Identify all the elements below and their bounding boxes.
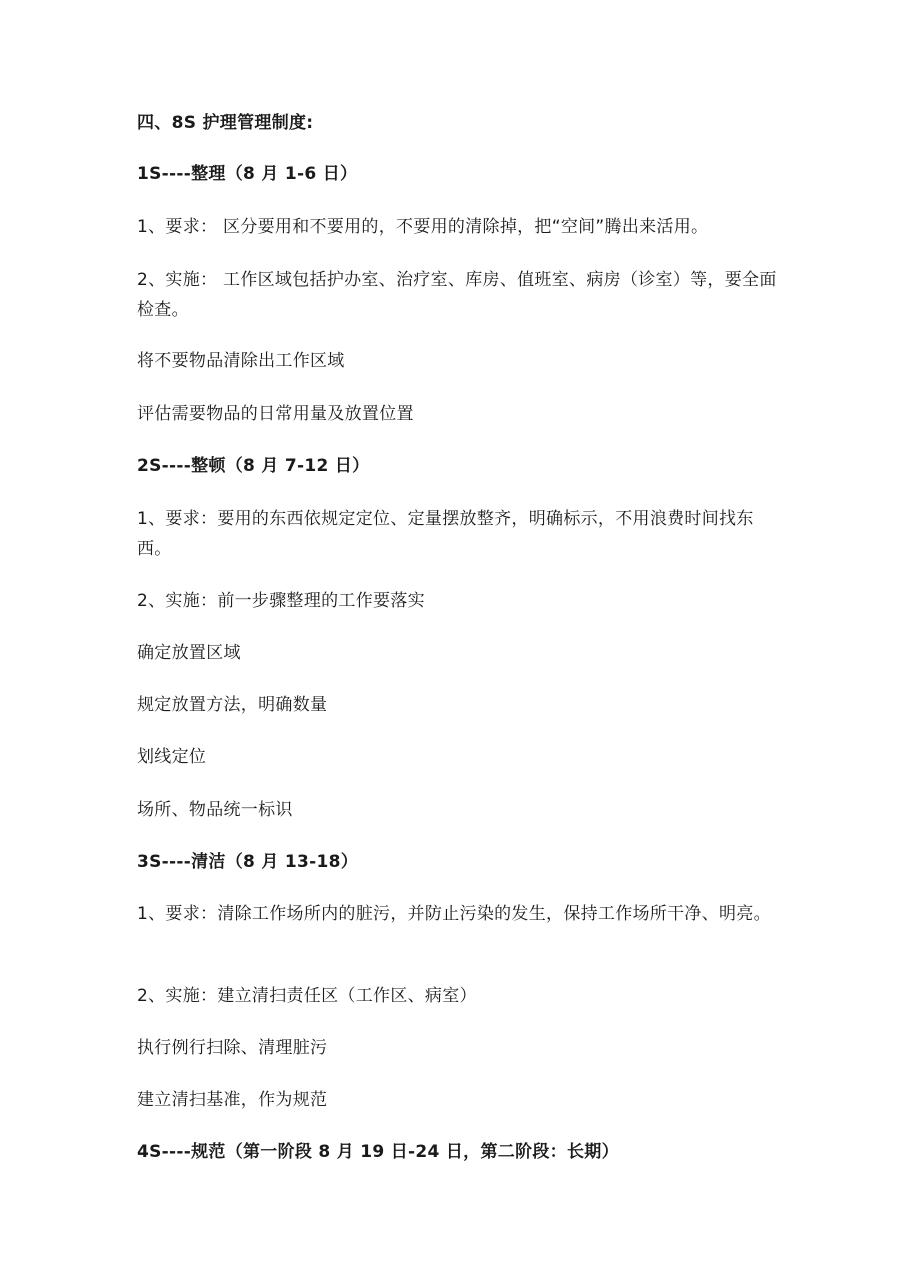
- section-heading-3s: 3S----清洁（8 月 13-18）: [137, 852, 359, 872]
- paragraph-1s-implementation: 2、实施： 工作区域包括护办室、治疗室、库房、值班室、病房（诊室）等，要全面检查。: [137, 270, 777, 320]
- paragraph-2s-item-1: 确定放置区域: [137, 643, 241, 663]
- paragraph-2s-item-3: 划线定位: [137, 747, 207, 767]
- paragraph-3s-item-2: 建立清扫基准，作为规范: [137, 1090, 328, 1110]
- paragraph-1s-item-1: 将不要物品清除出工作区域: [137, 351, 345, 371]
- paragraph-2s-implementation: 2、实施：前一步骤整理的工作要落实: [137, 591, 425, 611]
- paragraph-2s-item-4: 场所、物品统一标识: [137, 800, 293, 820]
- paragraph-1s-requirement: 1、要求： 区分要用和不要用的，不要用的清除掉，把“空间”腾出来活用。: [137, 217, 709, 237]
- section-heading-1s: 1S----整理（8 月 1-6 日）: [137, 164, 358, 184]
- paragraph-3s-requirement: 1、要求：清除工作场所内的脏污，并防止污染的发生，保持工作场所干净、明亮。: [137, 904, 771, 924]
- paragraph-3s-item-1: 执行例行扫除、清理脏污: [137, 1038, 328, 1058]
- paragraph-1s-item-2: 评估需要物品的日常用量及放置位置: [137, 404, 414, 424]
- section-heading-2s: 2S----整顿（8 月 7-12 日）: [137, 456, 370, 476]
- document-title: 四、8S 护理管理制度:: [137, 113, 314, 133]
- section-heading-4s: 4S----规范（第一阶段 8 月 19 日-24 日，第二阶段：长期）: [137, 1142, 619, 1162]
- paragraph-2s-item-2: 规定放置方法，明确数量: [137, 695, 328, 715]
- paragraph-2s-requirement: 1、要求：要用的东西依规定定位、定量摆放整齐，明确标示，不用浪费时间找东西。: [137, 509, 754, 559]
- paragraph-3s-implementation: 2、实施：建立清扫责任区（工作区、病室）: [137, 986, 477, 1006]
